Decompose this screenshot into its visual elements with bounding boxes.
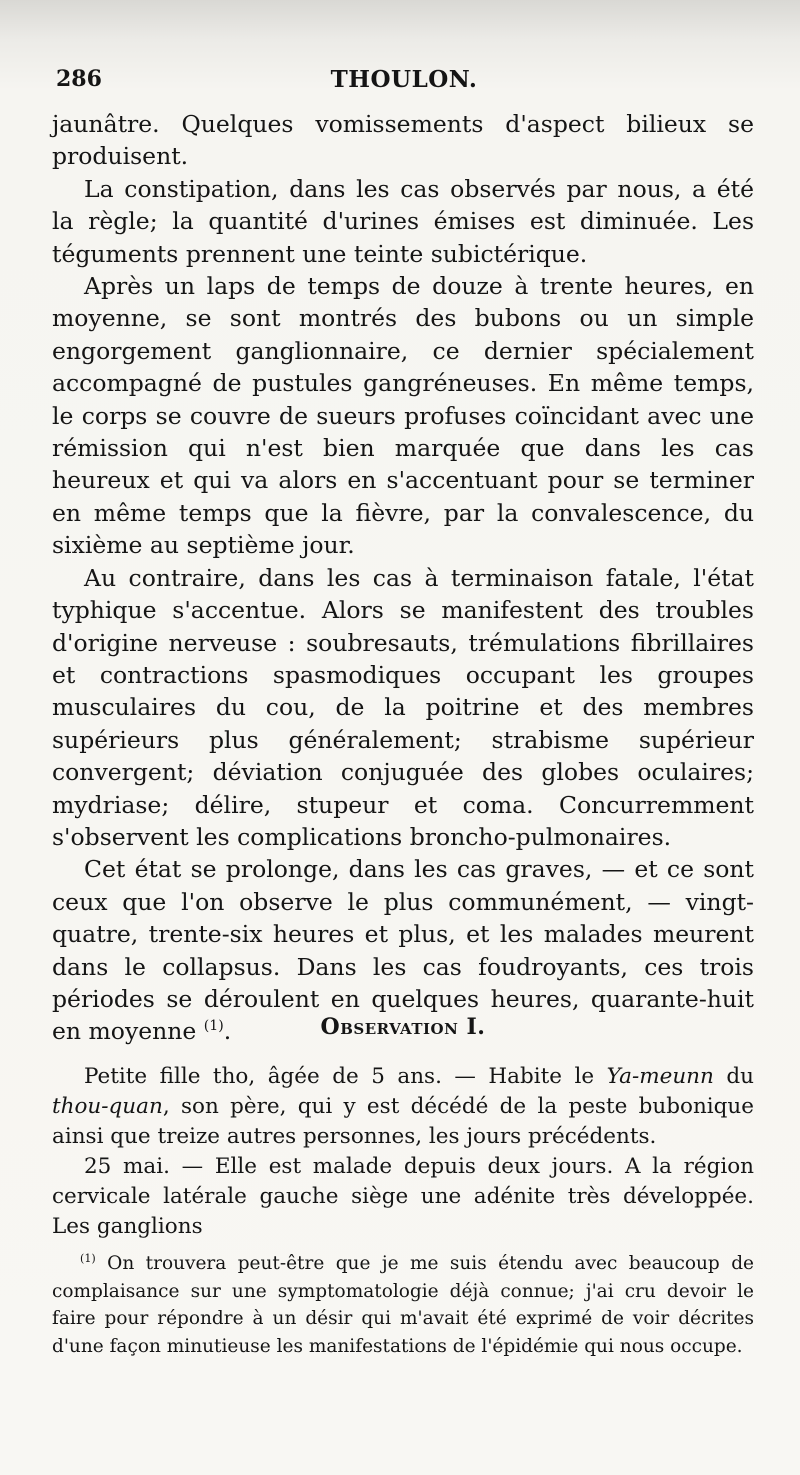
footnote-reference[interactable]: (1)	[203, 1018, 224, 1035]
observation-paragraph-1	[52, 1062, 754, 1152]
observation-paragraph-2: 25 mai. — Elle est malade depuis deux jours. A la région cervicale latérale gauche siège une adénite très développée. Les ganglions	[52, 1154, 754, 1239]
footnote-text: On trouvera peut-être que je me suis étendu avec beaucoup de complaisance sur une symptomatologie déjà connue; j'ai cru devoir le faire pour répondre à un désir qui m'avait été exprimé de voir décrites d'une façon minutieuse les manifestations de l'épidémie qui nous occupe.	[52, 1253, 754, 1357]
paragraph-constipation: La constipation, dans les cas observés par nous, a été la règle; la quantité d'urines émises est diminuée. Les téguments prennent une teinte subictérique.	[52, 174, 754, 268]
running-title: THOULON.	[330, 66, 478, 93]
paragraph-continuation: jaunâtre. Quelques vomissements d'aspect bilieux se produisent.	[52, 110, 754, 171]
paragraph-collapsus-text: Cet état se prolonge, dans les cas graves, — et ce sont ceux que l'on observe le plus communément, — vingt-quatre, trente-six heures et plus, et les malades meurent dans le collapsus. Dans les cas foudroyants, ces trois périodes se déroulent en quelques heures, quarante-huit en moyenne	[52, 855, 754, 1046]
paragraph-bubons: Après un laps de temps de douze à trente heures, en moyenne, se sont montrés des bubons ou un simple engorgement ganglionnaire, ce dernier spécialement accompagné de pustules gangréneuses. En même temps, le corps se couvre de sueurs profuses coïncidant avec une rémission qui n'est bien marquée que dans les cas heureux et qui va alors en s'accentuant pour se terminer en même temps que la fièvre, par la convalescence, du sixième au septième jour.	[52, 272, 754, 560]
observation-connector: du	[713, 1064, 754, 1089]
paragraph-fatal-cases: Au contraire, dans les cas à terminaison fatale, l'état typhique s'accentue. Alors se manifestent des troubles d'origine nerveuse : soubresauts, trémulations fibrillaires et contractions spasmodiques occupant les groupes musculaires du cou, de la poitrine et des membres supérieurs plus généralement; strabisme supérieur convergent; déviation conjuguée des globes oculaires; mydriase; délire, stupeur et coma. Concurremment s'observent les complications broncho-pulmonaires.	[52, 563, 754, 851]
footnote-paragraph	[52, 1250, 754, 1360]
page-number: 286	[56, 66, 102, 92]
observation-district: thou-quan	[52, 1094, 163, 1119]
observation-intro: Petite fille tho, âgée de 5 ans. — Habite le	[84, 1064, 607, 1089]
paragraph-collapsus-end: .	[223, 1017, 232, 1046]
footnote	[52, 1250, 754, 1360]
observation-rest: , son père, qui y est décédé de la peste bubonique ainsi que treize autres personnes, les jours précédents.	[52, 1094, 754, 1149]
observation-text	[52, 1062, 754, 1242]
main-text	[52, 108, 754, 1048]
footnote-marker: (1)	[80, 1251, 96, 1265]
observation-place: Ya-meunn	[606, 1064, 714, 1089]
observation-heading: Observation I.	[320, 1014, 486, 1040]
page-header	[56, 66, 752, 96]
